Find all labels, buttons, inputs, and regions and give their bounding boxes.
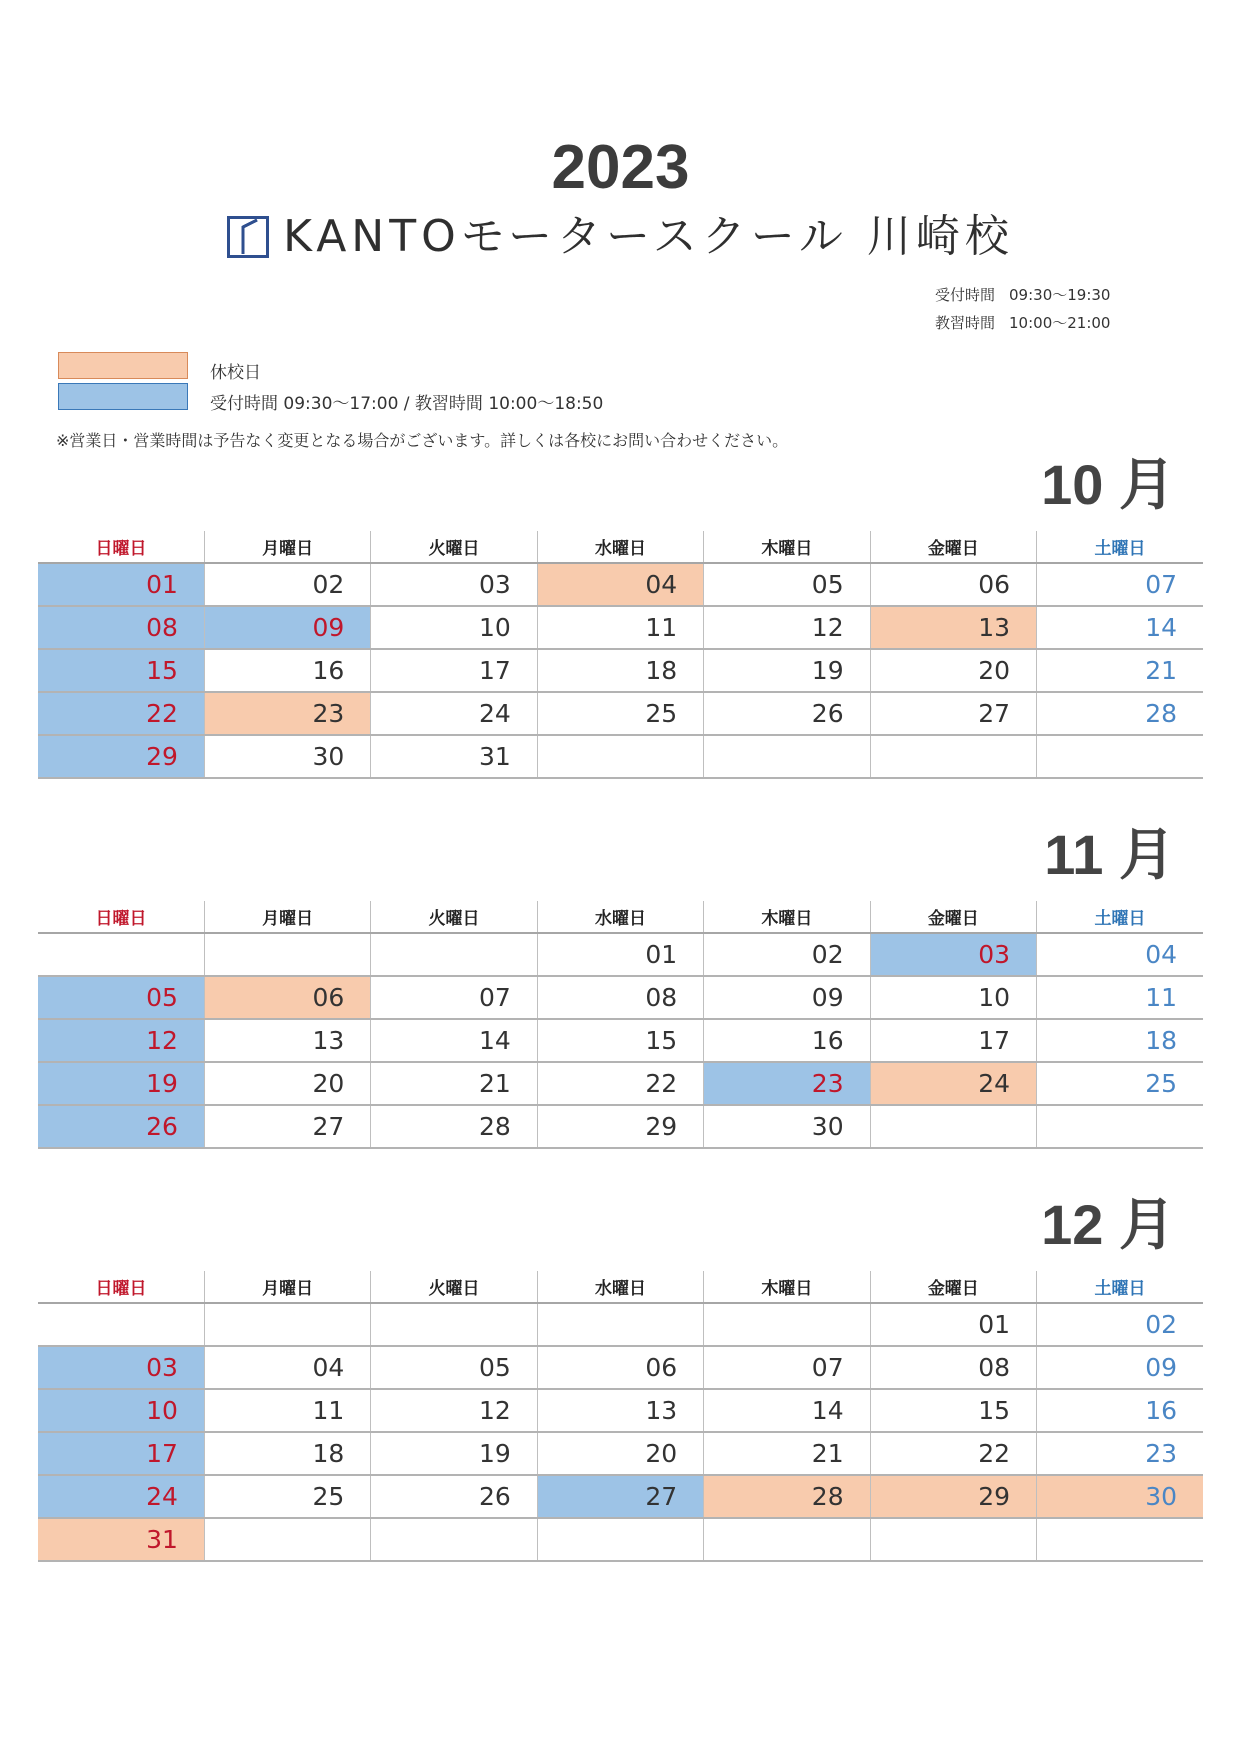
- week-row: [38, 1518, 1203, 1561]
- month-title: 12 月: [1041, 1193, 1175, 1256]
- empty-day-cell: [704, 1303, 870, 1346]
- calendar-day-cell: 04: [1037, 933, 1203, 976]
- empty-day-cell: [537, 735, 703, 778]
- empty-day-cell: [371, 1303, 537, 1346]
- calendar-day-cell: 13: [870, 606, 1036, 649]
- calendar-day-cell: 01: [537, 933, 703, 976]
- calendar-day-cell: 04: [537, 563, 703, 606]
- calendar-day-cell: 30: [704, 1105, 870, 1148]
- calendar-day-cell: 22: [38, 692, 204, 735]
- calendar-day-cell: 30: [1037, 1475, 1203, 1518]
- calendar-day-cell: 01: [870, 1303, 1036, 1346]
- calendar-day-cell: 07: [371, 976, 537, 1019]
- calendar-day-cell: 13: [204, 1019, 370, 1062]
- calendar-day-cell: 12: [704, 606, 870, 649]
- week-row: [38, 563, 1203, 606]
- calendar-day-cell: 02: [704, 933, 870, 976]
- calendar-day-cell: 28: [371, 1105, 537, 1148]
- calendar-day-cell: 31: [38, 1518, 204, 1561]
- weekday-header: 火曜日: [371, 531, 537, 563]
- calendar-day-cell: 07: [1037, 563, 1203, 606]
- calendar-day-cell: 27: [870, 692, 1036, 735]
- month-title: 10 月: [1041, 453, 1175, 516]
- empty-day-cell: [371, 1518, 537, 1561]
- week-row: [38, 1432, 1203, 1475]
- calendar-day-cell: 27: [204, 1105, 370, 1148]
- calendar-day-cell: 29: [537, 1105, 703, 1148]
- lesson-hours-value: 10:00〜21:00: [1009, 314, 1111, 332]
- calendar-day-cell: 08: [870, 1346, 1036, 1389]
- empty-day-cell: [537, 1303, 703, 1346]
- week-row: [38, 606, 1203, 649]
- calendar-day-cell: 02: [204, 563, 370, 606]
- calendar-day-cell: 06: [537, 1346, 703, 1389]
- calendar-day-cell: 08: [38, 606, 204, 649]
- legend-closed-label: 休校日: [210, 363, 261, 383]
- calendar-day-cell: 24: [371, 692, 537, 735]
- weekday-header: 木曜日: [704, 1271, 870, 1303]
- week-row: [38, 1389, 1203, 1432]
- empty-day-cell: [704, 1518, 870, 1561]
- calendar-day-cell: 29: [870, 1475, 1036, 1518]
- weekday-header: 水曜日: [537, 901, 703, 933]
- calendar-day-cell: 17: [38, 1432, 204, 1475]
- calendar-day-cell: 30: [204, 735, 370, 778]
- calendar-day-cell: 26: [704, 692, 870, 735]
- calendar-day-cell: 16: [1037, 1389, 1203, 1432]
- weekday-header: 月曜日: [204, 901, 370, 933]
- calendar-day-cell: 10: [38, 1389, 204, 1432]
- calendar-day-cell: 21: [371, 1062, 537, 1105]
- week-row: [38, 1105, 1203, 1148]
- calendar-table: [38, 1271, 1203, 1562]
- weekday-header: 土曜日: [1037, 901, 1203, 933]
- weekday-header: 金曜日: [870, 901, 1036, 933]
- empty-day-cell: [704, 735, 870, 778]
- school-name: KANTOモータースクール 川崎校: [283, 211, 1014, 262]
- calendar-day-cell: 24: [870, 1062, 1036, 1105]
- calendar-day-cell: 17: [371, 649, 537, 692]
- calendar-day-cell: 12: [38, 1019, 204, 1062]
- week-row: [38, 1303, 1203, 1346]
- calendar-day-cell: 18: [1037, 1019, 1203, 1062]
- calendar-day-cell: 27: [537, 1475, 703, 1518]
- reception-hours: [935, 281, 1110, 309]
- calendar-day-cell: 20: [537, 1432, 703, 1475]
- weekday-header: 木曜日: [704, 901, 870, 933]
- calendar-day-cell: 14: [704, 1389, 870, 1432]
- week-row: [38, 649, 1203, 692]
- calendar-day-cell: 18: [537, 649, 703, 692]
- calendar-day-cell: 21: [704, 1432, 870, 1475]
- empty-day-cell: [204, 1518, 370, 1561]
- calendar-day-cell: 26: [371, 1475, 537, 1518]
- weekday-header: 火曜日: [371, 901, 537, 933]
- calendar-day-cell: 25: [537, 692, 703, 735]
- week-row: [38, 1346, 1203, 1389]
- calendar-day-cell: 05: [371, 1346, 537, 1389]
- calendar-day-cell: 12: [371, 1389, 537, 1432]
- calendar-day-cell: 22: [537, 1062, 703, 1105]
- calendar-day-cell: 20: [204, 1062, 370, 1105]
- reception-hours-label: 受付時間: [935, 286, 996, 304]
- weekday-header: 土曜日: [1037, 531, 1203, 563]
- calendar-table: [38, 901, 1203, 1149]
- calendar-day-cell: 18: [204, 1432, 370, 1475]
- calendar-day-cell: 25: [204, 1475, 370, 1518]
- calendar-day-cell: 19: [371, 1432, 537, 1475]
- calendar-day-cell: 06: [204, 976, 370, 1019]
- calendar-day-cell: 03: [870, 933, 1036, 976]
- weekday-header: 水曜日: [537, 531, 703, 563]
- weekday-header: 日曜日: [38, 1271, 204, 1303]
- empty-day-cell: [371, 933, 537, 976]
- weekday-header-row: [38, 531, 1203, 563]
- legend-short-hours-label: 受付時間 09:30〜17:00 / 教習時間 10:00〜18:50: [210, 394, 604, 414]
- week-row: [38, 692, 1203, 735]
- weekday-header: 土曜日: [1037, 1271, 1203, 1303]
- weekday-header: 月曜日: [204, 1271, 370, 1303]
- week-row: [38, 976, 1203, 1019]
- calendar-day-cell: 09: [1037, 1346, 1203, 1389]
- calendar-day-cell: 05: [38, 976, 204, 1019]
- weekday-header: 水曜日: [537, 1271, 703, 1303]
- calendar-day-cell: 28: [1037, 692, 1203, 735]
- week-row: [38, 735, 1203, 778]
- empty-day-cell: [870, 1518, 1036, 1561]
- weekday-header: 木曜日: [704, 531, 870, 563]
- week-row: [38, 1475, 1203, 1518]
- calendar-day-cell: 16: [204, 649, 370, 692]
- empty-day-cell: [38, 1303, 204, 1346]
- weekday-header-row: [38, 1271, 1203, 1303]
- lesson-hours-label: 教習時間: [935, 314, 996, 332]
- lesson-hours: [935, 309, 1110, 337]
- calendar-day-cell: 22: [870, 1432, 1036, 1475]
- calendar-day-cell: 31: [371, 735, 537, 778]
- empty-day-cell: [870, 735, 1036, 778]
- calendar-day-cell: 15: [537, 1019, 703, 1062]
- week-row: [38, 1019, 1203, 1062]
- calendar-day-cell: 03: [38, 1346, 204, 1389]
- brand-header: [0, 206, 1241, 268]
- calendar-day-cell: 23: [704, 1062, 870, 1105]
- business-hours: [935, 281, 1110, 337]
- empty-day-cell: [870, 1105, 1036, 1148]
- weekday-header-row: [38, 901, 1203, 933]
- calendar-day-cell: 28: [704, 1475, 870, 1518]
- calendar-day-cell: 25: [1037, 1062, 1203, 1105]
- calendar-day-cell: 16: [704, 1019, 870, 1062]
- calendar-day-cell: 07: [704, 1346, 870, 1389]
- calendar-day-cell: 13: [537, 1389, 703, 1432]
- calendar-day-cell: 10: [870, 976, 1036, 1019]
- weekday-header: 火曜日: [371, 1271, 537, 1303]
- calendar-day-cell: 19: [704, 649, 870, 692]
- empty-day-cell: [1037, 735, 1203, 778]
- year-heading: 2023: [551, 133, 690, 202]
- calendar-day-cell: 02: [1037, 1303, 1203, 1346]
- empty-day-cell: [204, 933, 370, 976]
- calendar-day-cell: 04: [204, 1346, 370, 1389]
- calendar-day-cell: 24: [38, 1475, 204, 1518]
- calendar-day-cell: 17: [870, 1019, 1036, 1062]
- calendar-day-cell: 15: [870, 1389, 1036, 1432]
- reception-hours-value: 09:30〜19:30: [1009, 286, 1111, 304]
- calendar-day-cell: 08: [537, 976, 703, 1019]
- month-title: 11 月: [1044, 823, 1175, 886]
- week-row: [38, 933, 1203, 976]
- weekday-header: 日曜日: [38, 901, 204, 933]
- calendar-day-cell: 14: [371, 1019, 537, 1062]
- calendar-table: [38, 531, 1203, 779]
- weekday-header: 日曜日: [38, 531, 204, 563]
- calendar-day-cell: 29: [38, 735, 204, 778]
- calendar-day-cell: 11: [204, 1389, 370, 1432]
- calendar-day-cell: 23: [1037, 1432, 1203, 1475]
- empty-day-cell: [1037, 1518, 1203, 1561]
- schedule-notice: ※営業日・営業時間は予告なく変更となる場合がございます。詳しくは各校にお問い合わせください。: [56, 431, 789, 450]
- empty-day-cell: [537, 1518, 703, 1561]
- calendar-day-cell: 11: [1037, 976, 1203, 1019]
- empty-day-cell: [1037, 1105, 1203, 1148]
- legend-closed-swatch: [58, 352, 188, 379]
- calendar-day-cell: 01: [38, 563, 204, 606]
- calendar-day-cell: 26: [38, 1105, 204, 1148]
- kanto-logo-icon: [227, 216, 269, 258]
- calendar-day-cell: 05: [704, 563, 870, 606]
- weekday-header: 月曜日: [204, 531, 370, 563]
- weekday-header: 金曜日: [870, 1271, 1036, 1303]
- calendar-day-cell: 06: [870, 563, 1036, 606]
- weekday-header: 金曜日: [870, 531, 1036, 563]
- calendar-day-cell: 20: [870, 649, 1036, 692]
- calendar-day-cell: 09: [704, 976, 870, 1019]
- calendar-day-cell: 03: [371, 563, 537, 606]
- calendar-day-cell: 15: [38, 649, 204, 692]
- calendar-day-cell: 14: [1037, 606, 1203, 649]
- calendar-day-cell: 10: [371, 606, 537, 649]
- calendar-day-cell: 21: [1037, 649, 1203, 692]
- calendar-day-cell: 09: [204, 606, 370, 649]
- calendar-day-cell: 11: [537, 606, 703, 649]
- calendar-day-cell: 19: [38, 1062, 204, 1105]
- legend-short-hours-swatch: [58, 383, 188, 410]
- empty-day-cell: [38, 933, 204, 976]
- empty-day-cell: [204, 1303, 370, 1346]
- calendar-day-cell: 23: [204, 692, 370, 735]
- week-row: [38, 1062, 1203, 1105]
